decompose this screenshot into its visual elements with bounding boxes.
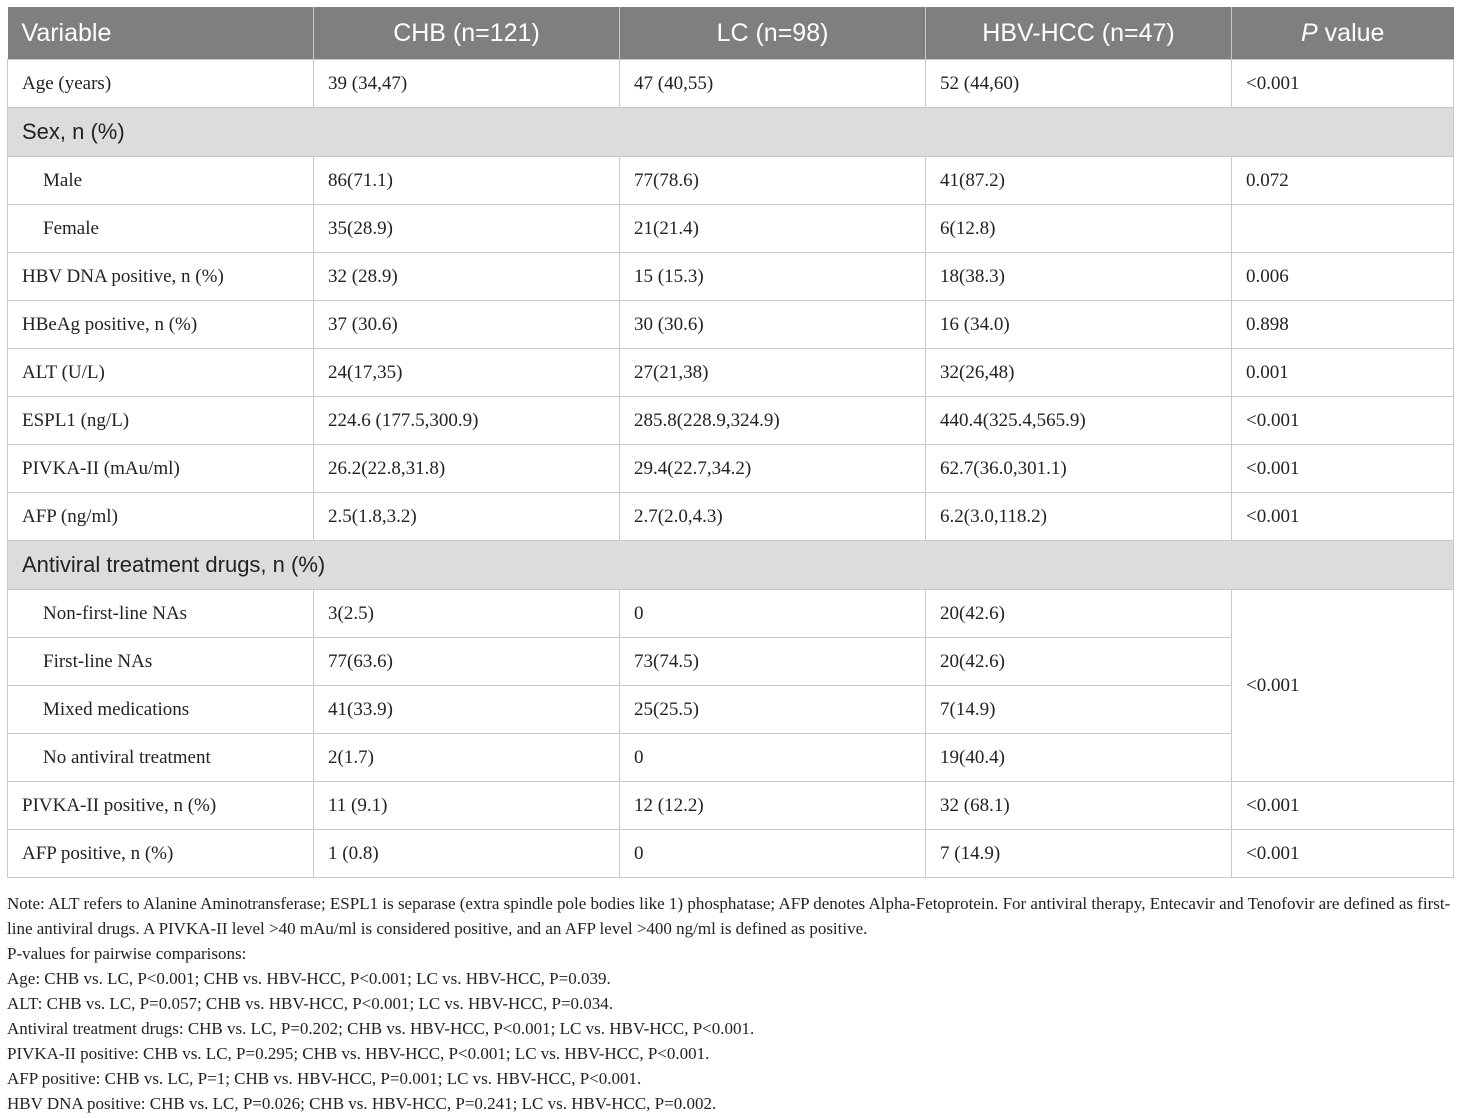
- cell-chb: 24(17,35): [314, 349, 620, 397]
- table-row: [8, 782, 1454, 830]
- cell-hbv-hcc: 52 (44,60): [926, 60, 1232, 108]
- cell-p-value: <0.001: [1232, 397, 1454, 445]
- cell-lc: 30 (30.6): [620, 301, 926, 349]
- table-row: [8, 397, 1454, 445]
- group-label: Sex, n (%): [8, 108, 1454, 157]
- cell-hbv-hcc: 20(42.6): [926, 638, 1232, 686]
- cell-variable: AFP (ng/ml): [8, 493, 314, 541]
- cell-p-value: 0.006: [1232, 253, 1454, 301]
- cell-p-value: 0.072: [1232, 157, 1454, 205]
- cell-hbv-hcc: 7(14.9): [926, 686, 1232, 734]
- cell-chb: 41(33.9): [314, 686, 620, 734]
- cell-lc: 12 (12.2): [620, 782, 926, 830]
- header-p-text: value: [1317, 18, 1385, 47]
- group-label: Antiviral treatment drugs, n (%): [8, 541, 1454, 590]
- group-header-row: [8, 541, 1454, 590]
- cell-variable: PIVKA-II positive, n (%): [8, 782, 314, 830]
- note-line: PIVKA-II positive: CHB vs. LC, P=0.295; CHB vs. HBV-HCC, P<0.001; LC vs. HBV-HCC, P<0.001.: [7, 1044, 710, 1063]
- cell-lc: 73(74.5): [620, 638, 926, 686]
- header-p-value: [1232, 7, 1454, 60]
- table-row: [8, 493, 1454, 541]
- table-header: [8, 7, 1454, 60]
- cell-p-value: 0.898: [1232, 301, 1454, 349]
- cell-chb: 3(2.5): [314, 590, 620, 638]
- cell-hbv-hcc: 19(40.4): [926, 734, 1232, 782]
- note-line: P-values for pairwise comparisons:: [7, 944, 247, 963]
- cell-hbv-hcc: 20(42.6): [926, 590, 1232, 638]
- table-container: [7, 7, 1453, 878]
- group-header-row: [8, 108, 1454, 157]
- cell-variable: HBV DNA positive, n (%): [8, 253, 314, 301]
- note-text: Note: ALT refers to Alanine Aminotransferase; ESPL1 is separase (extra spindle pole bodies like 1) phosphatase; AFP denotes Alpha-Fetoprotein. For antiviral therapy, Entecavir and Tenofovir are defined as first-line antiviral drugs. A PIVKA-II level >40 mAu/ml is considered positive, and an AFP level >400 ng/ml is defined as positive.: [7, 894, 1451, 938]
- note-line: Antiviral treatment drugs: CHB vs. LC, P=0.202; CHB vs. HBV-HCC, P<0.001; LC vs. HBV-HCC, P<0.001.: [7, 1019, 755, 1038]
- cell-lc: 15 (15.3): [620, 253, 926, 301]
- cell-lc: 0: [620, 830, 926, 878]
- cell-variable: No antiviral treatment: [8, 734, 314, 782]
- cell-variable: Mixed medications: [8, 686, 314, 734]
- cell-chb: 1 (0.8): [314, 830, 620, 878]
- table-row: [8, 590, 1454, 638]
- header-variable: Variable: [8, 7, 314, 60]
- note-line: AFP positive: CHB vs. LC, P=1; CHB vs. HBV-HCC, P=0.001; LC vs. HBV-HCC, P<0.001.: [7, 1069, 642, 1088]
- cell-p-value: 0.001: [1232, 349, 1454, 397]
- cell-chb: 2(1.7): [314, 734, 620, 782]
- cell-chb: 86(71.1): [314, 157, 620, 205]
- cell-hbv-hcc: 62.7(36.0,301.1): [926, 445, 1232, 493]
- table-row: [8, 253, 1454, 301]
- header-p-italic: P: [1301, 18, 1318, 47]
- cell-chb: 37 (30.6): [314, 301, 620, 349]
- cell-variable: Non-first-line NAs: [8, 590, 314, 638]
- cell-lc: 47 (40,55): [620, 60, 926, 108]
- cell-lc: 27(21,38): [620, 349, 926, 397]
- cell-variable: AFP positive, n (%): [8, 830, 314, 878]
- cell-variable: Female: [8, 205, 314, 253]
- cell-chb: 35(28.9): [314, 205, 620, 253]
- cell-hbv-hcc: 7 (14.9): [926, 830, 1232, 878]
- cell-chb: 224.6 (177.5,300.9): [314, 397, 620, 445]
- cell-chb: 77(63.6): [314, 638, 620, 686]
- note-line: HBV DNA positive: CHB vs. LC, P=0.026; CHB vs. HBV-HCC, P=0.241; LC vs. HBV-HCC, P=0.002.: [7, 1094, 717, 1113]
- cell-hbv-hcc: 6.2(3.0,118.2): [926, 493, 1232, 541]
- cell-chb: 39 (34,47): [314, 60, 620, 108]
- cell-chb: 26.2(22.8,31.8): [314, 445, 620, 493]
- table-notes: [7, 891, 1455, 1116]
- cell-variable: ESPL1 (ng/L): [8, 397, 314, 445]
- cell-lc: 77(78.6): [620, 157, 926, 205]
- cell-chb: 11 (9.1): [314, 782, 620, 830]
- cell-hbv-hcc: 32(26,48): [926, 349, 1232, 397]
- header-lc: LC (n=98): [620, 7, 926, 60]
- note-line: ALT: CHB vs. LC, P=0.057; CHB vs. HBV-HCC, P<0.001; LC vs. HBV-HCC, P=0.034.: [7, 994, 614, 1013]
- table-row: [8, 349, 1454, 397]
- table-row: [8, 157, 1454, 205]
- table-row: [8, 830, 1454, 878]
- cell-lc: 29.4(22.7,34.2): [620, 445, 926, 493]
- cell-p-value: <0.001: [1232, 60, 1454, 108]
- table-row: [8, 301, 1454, 349]
- cell-lc: 285.8(228.9,324.9): [620, 397, 926, 445]
- note-line: Age: CHB vs. LC, P<0.001; CHB vs. HBV-HCC, P<0.001; LC vs. HBV-HCC, P=0.039.: [7, 969, 611, 988]
- cell-p-value: <0.001: [1232, 830, 1454, 878]
- cell-chb: 2.5(1.8,3.2): [314, 493, 620, 541]
- cell-variable: ALT (U/L): [8, 349, 314, 397]
- header-hbv-hcc: HBV-HCC (n=47): [926, 7, 1232, 60]
- cell-hbv-hcc: 16 (34.0): [926, 301, 1232, 349]
- cell-chb: 32 (28.9): [314, 253, 620, 301]
- cell-lc: 0: [620, 734, 926, 782]
- table-row: [8, 60, 1454, 108]
- table-body: [8, 60, 1454, 878]
- cell-p-value-merged: <0.001: [1232, 590, 1454, 782]
- cell-lc: 0: [620, 590, 926, 638]
- cell-hbv-hcc: 18(38.3): [926, 253, 1232, 301]
- cell-p-value: <0.001: [1232, 493, 1454, 541]
- cell-lc: 2.7(2.0,4.3): [620, 493, 926, 541]
- cell-variable: Male: [8, 157, 314, 205]
- cell-hbv-hcc: 6(12.8): [926, 205, 1232, 253]
- cell-p-value: <0.001: [1232, 445, 1454, 493]
- cell-variable: HBeAg positive, n (%): [8, 301, 314, 349]
- cell-hbv-hcc: 32 (68.1): [926, 782, 1232, 830]
- cell-hbv-hcc: 440.4(325.4,565.9): [926, 397, 1232, 445]
- cell-lc: 25(25.5): [620, 686, 926, 734]
- data-table: [7, 7, 1454, 878]
- header-row: [8, 7, 1454, 60]
- cell-p-value: [1232, 205, 1454, 253]
- cell-variable: PIVKA-II (mAu/ml): [8, 445, 314, 493]
- header-chb: CHB (n=121): [314, 7, 620, 60]
- table-row: [8, 445, 1454, 493]
- cell-p-value: <0.001: [1232, 782, 1454, 830]
- cell-variable: First-line NAs: [8, 638, 314, 686]
- cell-lc: 21(21.4): [620, 205, 926, 253]
- table-row: [8, 205, 1454, 253]
- cell-variable: Age (years): [8, 60, 314, 108]
- cell-hbv-hcc: 41(87.2): [926, 157, 1232, 205]
